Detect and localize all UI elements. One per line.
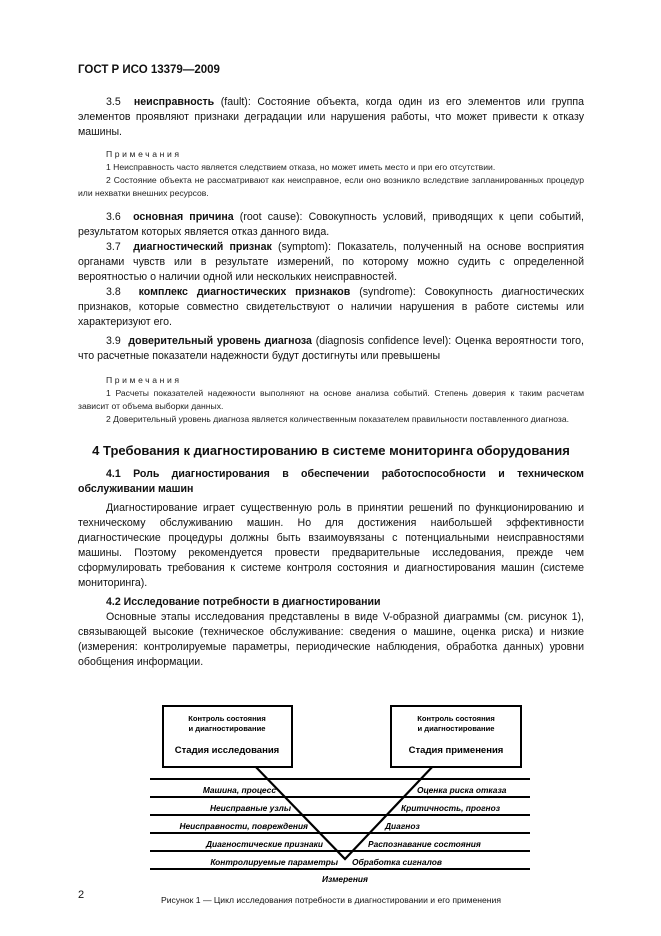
right-level-label: Распознавание состояния [368,839,481,849]
notes-heading: Примечания [106,149,182,159]
subsection-4-2-text: Основные этапы исследования представлены в виде V-образной диаграммы (см. рисунок 1), связывающей высокие (техническое обслуживание: сведения о машине, оценка риска) и низкие (измерения: контролируемые параметры, периодические наблюдения, обработка данных) уровни обобщения информации. [78,611,584,668]
document-body [78,95,584,906]
note-2: 2 Доверительный уровень диагноза является количественным показателем правильности поставленного диагноза. [106,414,570,424]
box-text: Контроль состояния [417,714,495,723]
right-level-label: Критичность, прогноз [401,803,500,813]
box-text: Контроль состояния [188,714,266,723]
v-diagram [0,698,661,888]
section-heading: 4 Требования к диагностированию в системе мониторинга оборудования [92,443,570,458]
note-1: 1 Расчеты показателей надежности выполняют на основе анализа событий. Степень доверия к таким расчетам зависит от объема выборки данных. [78,388,584,411]
right-level-label: Диагноз [385,821,420,831]
box-text: и диагностирование [417,724,495,733]
figure-caption: Рисунок 1 — Цикл исследования потребности в диагностировании и его применения [160,895,501,905]
left-level-label: Диагностические признаки [205,839,323,849]
stage-label: Стадия исследования [174,745,280,756]
subsection-4-2-title: 4.2 Исследование потребности в диагностировании [106,596,381,608]
document-header: ГОСТ Р ИСО 13379—2009 [78,64,220,76]
note-2: 2 Состояние объекта не рассматривают как неисправное, если оно возникло вследствие запланированных процедур или нехватки внешних ресурсов. [78,175,584,198]
note-1: 1 Неисправность часто является следствием отказа, но может иметь место и при его отсутствии. [106,162,496,172]
definition-3-5: 3.5 неисправность (fault): Состояние объекта, когда один из его элементов или группа элементов проявляют признаки деградации или нарушения работы, что может привести к отказу машины. [78,96,584,138]
left-level-label: Неисправные узлы [209,803,291,813]
left-level-label: Машина, процесс [202,785,276,795]
notes-heading: Примечания [106,375,182,385]
right-level-label: Оценка риска отказа [417,785,507,795]
page-number: 2 [78,889,85,901]
definition-3-6: 3.6 основная причина (root cause): Совокупность условий, приводящих к цепи событий, результатом которых является отказ данного вида. [78,211,584,238]
definition-3-8: 3.8 комплекс диагностических признаков (syndrome): Совокупность диагностических признаков, которые совместно свидетельствуют о наличии нарушения в работе системы или характеризуют его. [78,286,584,328]
definition-3-9: 3.9 доверительный уровень диагноза (diagnosis confidence level): Оценка вероятности того, что расчетные показатели надежности будут достигнуты или превышены [78,335,584,362]
definition-3-7: 3.7 диагностический признак (symptom): Показатель, полученный на основе восприятия органами чувств или в результате измерений, по которому можно судить с определенной вероятностью о наличии одной или нескольких неисправностей. [78,241,585,283]
box-text: и диагностирование [188,724,266,733]
left-level-label: Неисправности, повреждения [179,821,308,831]
subsection-4-1-text: Диагностирование играет существенную роль в принятии решений по функционированию и техническому обслуживанию машин. Но для достижения наибольшей эффективности диагностические процедуры должны быть взаимоувязаны с потенциальными неисправностями машины. Поэтому рекомендуется провести предварительные исследования, прежде чем сформулировать требования к системе контроля состояния и диагностирования машин (системе мониторинга). [78,502,584,589]
stage-label: Стадия применения [408,745,504,756]
bottom-level-label: Измерения [322,874,368,884]
term: неисправность [133,96,215,108]
right-level-label: Обработка сигналов [352,857,442,867]
left-level-label: Контролируемые параметры [210,857,338,867]
subsection-4-1-title: 4.1 Роль диагностирования в обеспечении работоспособности и техническом обслуживании машин [78,468,584,495]
